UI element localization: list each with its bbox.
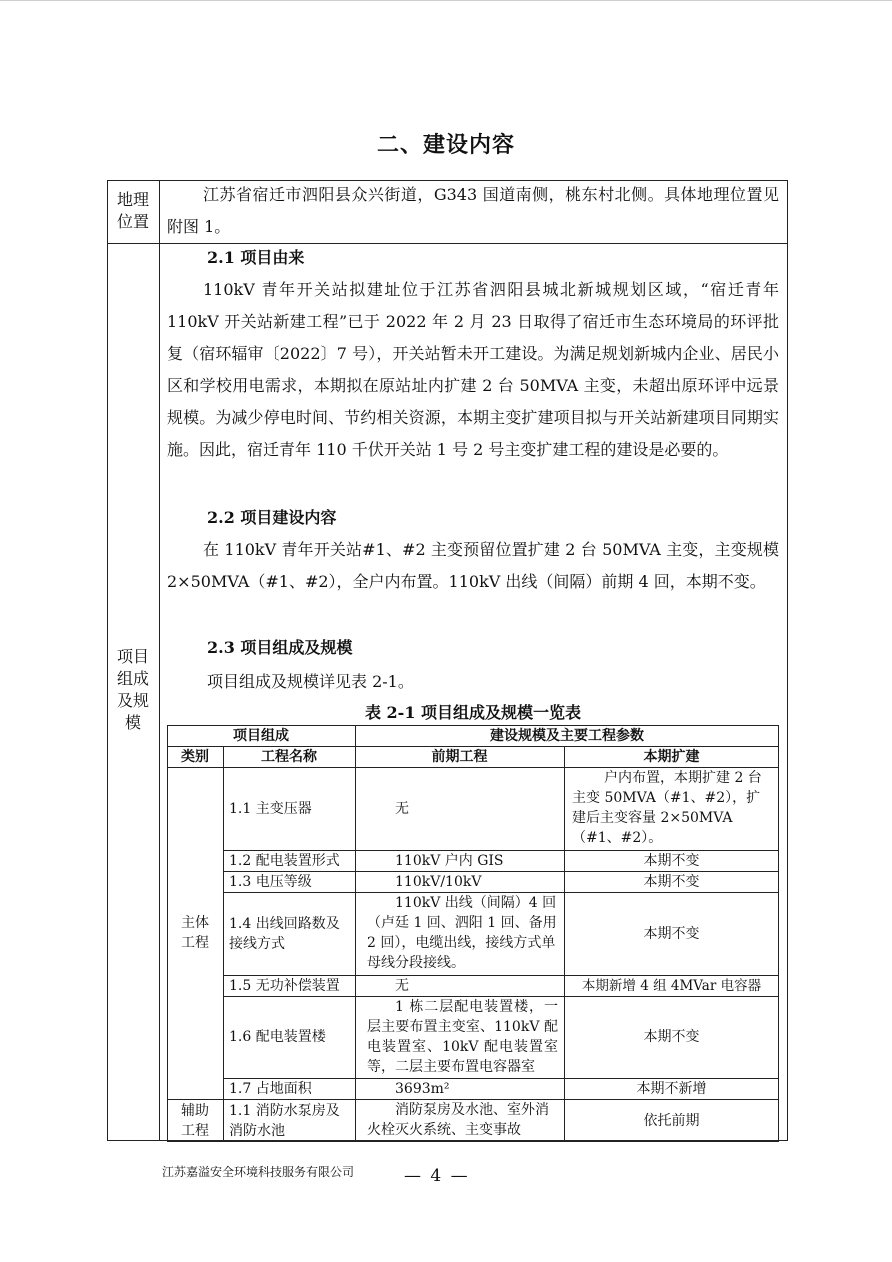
heading-2-3: 2.3 项目组成及规模 xyxy=(207,638,353,657)
table-row-current: 本期不变 xyxy=(643,873,700,890)
table-row-name: 1.6 配电装置楼 xyxy=(229,1029,326,1045)
table-row-current: 本期不变 xyxy=(643,925,700,942)
table-header-category: 类别 xyxy=(181,748,209,765)
table-row-previous: 无 xyxy=(395,800,409,817)
table-row-name: 1.5 无功补偿装置 xyxy=(229,977,340,994)
table-header-previous: 前期工程 xyxy=(431,748,488,765)
heading-2-2: 2.2 项目建设内容 xyxy=(207,508,337,527)
table-row-previous: 110kV/10kV xyxy=(395,873,482,890)
table-row-name: 1.1 消防水泵房及消防水池 xyxy=(229,1102,340,1139)
table-header-group-params: 建设规模及主要工程参数 xyxy=(490,727,644,744)
table-row-name: 1.7 占地面积 xyxy=(229,1080,312,1097)
table-row-previous: 消防泵房及水池、室外消火栓灭火系统、主变事故 xyxy=(367,1102,549,1138)
table-row-current: 依托前期 xyxy=(643,1112,700,1129)
table-row-previous: 无 xyxy=(395,977,409,994)
category-aux: 辅助 工程 xyxy=(181,1102,209,1139)
table-row-current: 本期不变 xyxy=(643,852,700,869)
label-column-divider xyxy=(159,180,160,1141)
footer-company: 江苏嘉溢安全环境科技服务有限公司 xyxy=(162,1165,355,1179)
table-header-current: 本期扩建 xyxy=(643,748,700,765)
table-row-current: 本期新增 4 组 4MVar 电容器 xyxy=(581,977,762,994)
table-caption: 表 2-1 项目组成及规模一览表 xyxy=(364,703,582,722)
row-label-project: 项目 组成 及规 模 xyxy=(116,647,149,732)
page-number: — 4 — xyxy=(404,1166,470,1186)
paragraph-2-2: 在 110kV 青年开关站#1、#2 主变预留位置扩建 2 台 50MVA 主变，主变规模 2×50MVA（#1、#2），全户内布置。110kV 出线（间隔）前期 4 回，本期不变。 xyxy=(167,540,779,591)
table-row-current: 户内布置，本期扩建 2 台主变 50MVA（#1、#2），扩建后主变容量 2×50MVA（#1、#2）。 xyxy=(572,770,762,846)
location-text: 江苏省宿迁市泗阳县众兴街道，G343 国道南侧，桃东村北侧。具体地理位置见附图 1。 xyxy=(167,185,779,236)
heading-2-1: 2.1 项目由来 xyxy=(207,248,305,267)
table-row-previous: 1 栋二层配电装置楼，一层主要布置主变室、110kV 配电装置室、10kV 配电装置室等，二层主要布置电容器室 xyxy=(367,999,558,1075)
table-row-previous: 110kV 出线（间隔）4 回（卢廷 1 回、泗阳 1 回、备用 2 回），电缆出线，接线方式单母线分段接线。 xyxy=(367,895,557,971)
table-row-name: 1.1 主变压器 xyxy=(229,800,312,817)
table-row-current: 本期不变 xyxy=(643,1029,700,1045)
table-row-name: 1.2 配电装置形式 xyxy=(229,852,340,869)
section-title: 二、建设内容 xyxy=(376,133,515,158)
table-row-previous: 3693m² xyxy=(395,1080,450,1097)
page-top-rule xyxy=(0,0,892,1)
table-row-previous: 110kV 户内 GIS xyxy=(395,852,504,869)
table-row-name: 1.3 电压等级 xyxy=(229,873,312,890)
paragraph-2-3: 项目组成及规模详见表 2-1。 xyxy=(207,672,414,691)
category-main: 主体 工程 xyxy=(181,915,209,951)
table-row-name: 1.4 出线回路数及接线方式 xyxy=(229,915,340,952)
table-header-name: 工程名称 xyxy=(261,748,317,765)
row-label-location: 地理 位置 xyxy=(116,190,149,231)
table-row-current: 本期不新增 xyxy=(636,1080,707,1097)
paragraph-2-1: 110kV 青年开关站拟建址位于江苏省泗阳县城北新城规划区域，“宿迁青年 110kV 开关站新建工程”已于 2022 年 2 月 23 日取得了宿迁市生态环境局的环评批复（宿环辐审〔2022〕7 号），开关站暂未开工建设。为满足规划新城内企业、居民小区和学校用电需求，本期拟在原站址内扩建 2 台 50MVA 主变，未超出原环评中远景规模。为减少停电时间、节约相关资源，本期主变扩建项目拟与开关站新建项目同期实施。因此，宿迁青年 110 千伏开关站 1 号 2 号主变扩建工程的建设是必要的。 xyxy=(167,280,779,459)
table-header-group-composition: 项目组成 xyxy=(233,727,289,744)
